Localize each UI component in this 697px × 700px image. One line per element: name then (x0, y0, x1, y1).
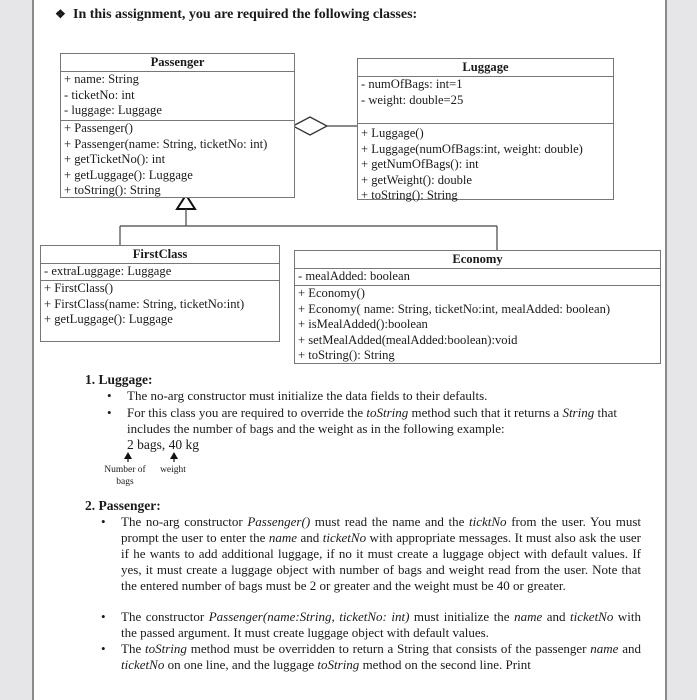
bullet-icon: • (107, 405, 112, 420)
method: + Passenger(name: String, ticketNo: int) (64, 136, 268, 151)
attributes (295, 269, 660, 286)
uml-class-firstclass (40, 245, 280, 342)
method: + toString(): String (298, 348, 395, 362)
class-name: FirstClass (41, 246, 279, 264)
attributes (41, 264, 279, 281)
method: + FirstClass() (44, 281, 114, 295)
attribute: - ticketNo: int (64, 87, 135, 102)
attribute: + name: String (64, 72, 139, 86)
method: + FirstClass(name: String, ticketNo:int) (44, 296, 245, 311)
section-title-luggage: 1. Luggage: (85, 372, 153, 387)
methods (41, 281, 279, 328)
class-name: Passenger (61, 54, 294, 72)
method: + isMealAdded():boolean (298, 317, 428, 331)
attribute: - weight: double=25 (361, 92, 464, 107)
method: + Economy( name: String, ticketNo:int, mealAdded: boolean) (298, 301, 611, 316)
method: + getLuggage(): Luggage (44, 312, 173, 326)
attributes (358, 77, 613, 124)
luggage-bullet-1: • The no-arg constructor must initialize the data fields to their defaults. (107, 388, 488, 403)
class-name: Economy (295, 251, 660, 269)
method: + getWeight(): double (361, 172, 473, 187)
methods (358, 124, 613, 204)
label-weight: weight (160, 465, 186, 475)
method: + getNumOfBags(): int (361, 157, 479, 171)
method: + setMealAdded(mealAdded:boolean):void (298, 332, 518, 347)
bullet-icon: • (101, 609, 106, 624)
method: + getLuggage(): Luggage (64, 167, 193, 182)
method: + Passenger() (64, 121, 134, 135)
example-output: 2 bags, 40 kg (127, 437, 199, 452)
attribute: - extraLuggage: Luggage (44, 264, 172, 278)
uml-class-economy (294, 250, 661, 364)
assignment-heading (55, 7, 417, 23)
method: + Economy() (298, 286, 365, 300)
methods (295, 286, 660, 364)
methods (61, 121, 294, 199)
passenger-bullet-2: • The constructor Passenger(name:String, ticketNo: int) must initialize the name and ticketNo with the passed argument. It must create luggage object with default values. (101, 609, 641, 640)
attribute: - mealAdded: boolean (298, 269, 410, 283)
luggage-bullet-2: • For this class you are required to override the toString method such that it returns a String that includes the number of bags and the weight as in the following example: (107, 405, 617, 436)
section-title-passenger: 2. Passenger: (85, 498, 161, 513)
method: + Luggage() (361, 126, 424, 140)
bullet-icon: • (101, 514, 106, 529)
passenger-bullet-3: • The toString method must be overridden to return a String that consists of the passenger name and ticketNo on one line, and the luggage toString method on the second line. Print (101, 641, 641, 672)
passenger-bullet-1: • The no-arg constructor Passenger() must read the name and the ticktNo from the user. You must prompt the user to enter the name and ticketNo with appropriate messages. It must also ask the user if he wants to add additional luggage, if no it must create a luggage object with default values. If yes, it must create a luggage object with number of bags and weight read from the user. Note that the entered number of bags must be 2 or greater and the weight must be 40 or greater. (101, 514, 641, 593)
attribute: - luggage: Luggage (64, 103, 162, 117)
method: + getTicketNo(): int (64, 152, 166, 166)
method: + toString(): String (64, 183, 161, 197)
uml-class-luggage (357, 58, 614, 200)
diamond-bullet-icon: ❖ (55, 7, 66, 21)
attribute: - numOfBags: int=1 (361, 77, 463, 91)
bullet-icon: • (107, 388, 112, 403)
attributes (61, 72, 294, 121)
method: + toString(): String (361, 188, 458, 202)
method: + Luggage(numOfBags:int, weight: double) (361, 141, 583, 156)
class-name: Luggage (358, 59, 613, 77)
label-number-of-bags: Number of bags (104, 465, 146, 487)
uml-class-passenger (60, 53, 295, 198)
bullet-icon: • (101, 641, 106, 656)
heading-text: In this assignment, you are required the following classes: (73, 7, 418, 22)
